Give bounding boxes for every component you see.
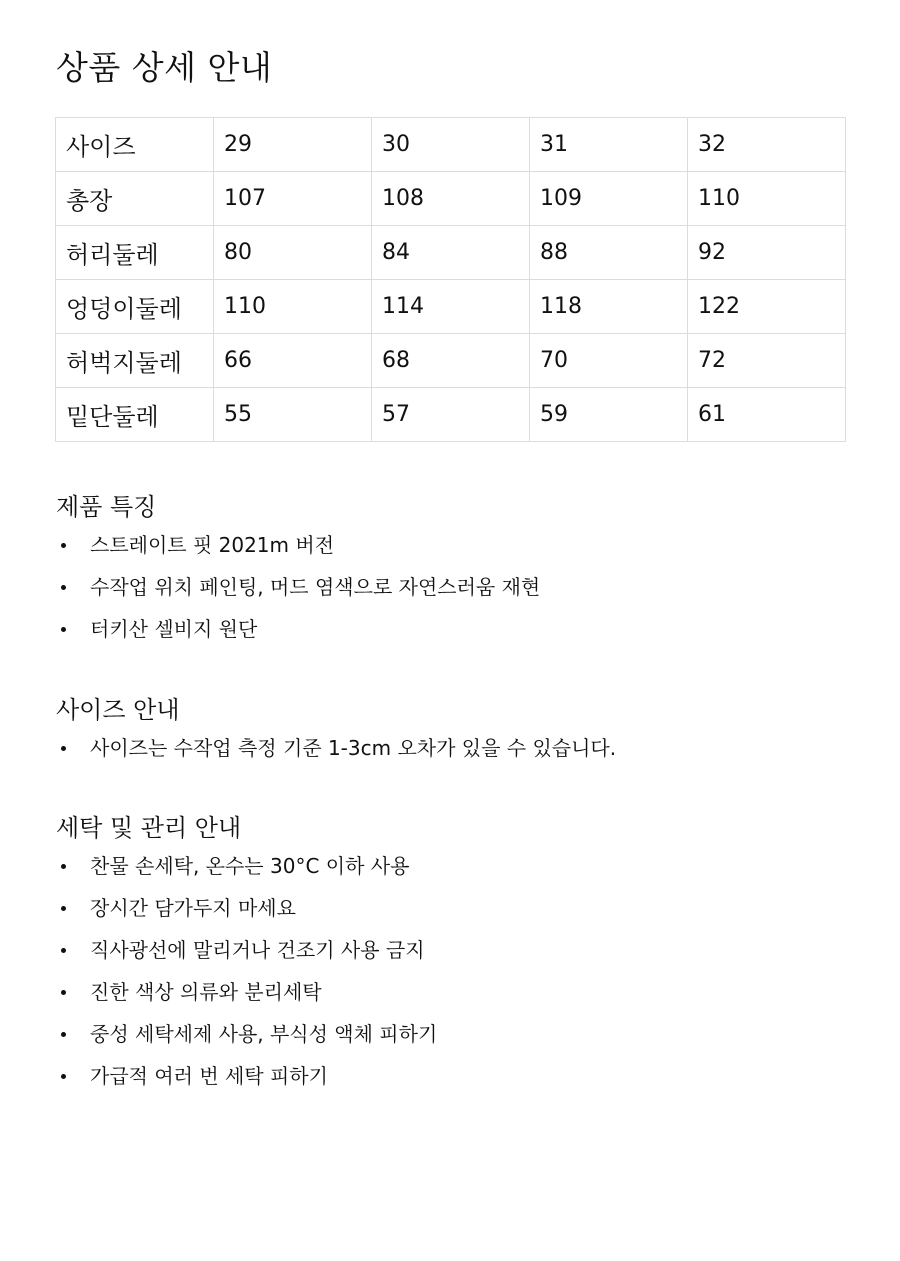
list-item (56, 524, 540, 566)
table-cell: 57 (372, 388, 530, 442)
table-cell: 114 (372, 280, 530, 334)
table-row (56, 334, 846, 388)
features-section (56, 490, 540, 650)
row-label: 허리둘레 (56, 226, 214, 280)
features-list (56, 524, 540, 650)
table-cell: 80 (214, 226, 372, 280)
list-item (56, 929, 437, 971)
table-cell: 55 (214, 388, 372, 442)
bullet-icon (61, 543, 66, 548)
table-cell: 107 (214, 172, 372, 226)
list-item (56, 971, 437, 1013)
size-table (55, 117, 846, 442)
section-title: 사이즈 안내 (56, 696, 180, 724)
bullet-icon (61, 864, 66, 869)
table-cell: 61 (688, 388, 846, 442)
care-section (56, 811, 437, 1097)
bullet-icon (61, 990, 66, 995)
table-cell: 30 (372, 118, 530, 172)
bullet-icon (61, 948, 66, 953)
list-item-text: 찬물 손세탁, 온수는 30°C 이하 사용 (90, 854, 410, 878)
list-item-text: 가급적 여러 번 세탁 피하기 (90, 1064, 328, 1088)
table-cell: 31 (530, 118, 688, 172)
list-item (56, 608, 540, 650)
bullet-icon (61, 746, 66, 751)
row-label: 허벅지둘레 (56, 334, 214, 388)
table-cell: 29 (214, 118, 372, 172)
table-cell: 122 (688, 280, 846, 334)
bullet-icon (61, 906, 66, 911)
row-label: 총장 (56, 172, 214, 226)
row-label: 사이즈 (56, 118, 214, 172)
section-title: 제품 특징 (56, 493, 157, 521)
table-cell: 110 (688, 172, 846, 226)
bullet-icon (61, 585, 66, 590)
list-item (56, 1055, 437, 1097)
page-title: 상품 상세 안내 (56, 48, 273, 87)
table-cell: 68 (372, 334, 530, 388)
table-cell: 72 (688, 334, 846, 388)
table-cell: 70 (530, 334, 688, 388)
list-item (56, 887, 437, 929)
table-cell: 59 (530, 388, 688, 442)
table-row (56, 280, 846, 334)
table-cell: 84 (372, 226, 530, 280)
list-item (56, 845, 437, 887)
list-item-text: 중성 세탁세제 사용, 부식성 액체 피하기 (90, 1022, 438, 1046)
table-cell: 118 (530, 280, 688, 334)
bullet-icon (61, 1032, 66, 1037)
size-guide-list (56, 727, 616, 769)
table-row (56, 172, 846, 226)
care-list (56, 845, 437, 1097)
list-item-text: 스트레이트 핏 2021m 버전 (90, 533, 335, 557)
table-cell: 109 (530, 172, 688, 226)
table-cell: 88 (530, 226, 688, 280)
list-item (56, 1013, 437, 1055)
table-row (56, 118, 846, 172)
list-item-text: 수작업 위치 페인팅, 머드 염색으로 자연스러움 재현 (90, 575, 541, 599)
bullet-icon (61, 627, 66, 632)
row-label: 밑단둘레 (56, 388, 214, 442)
list-item (56, 727, 616, 769)
bullet-icon (61, 1074, 66, 1079)
list-item-text: 진한 색상 의류와 분리세탁 (90, 980, 322, 1004)
list-item-text: 터키산 셀비지 원단 (90, 617, 258, 641)
section-title: 세탁 및 관리 안내 (56, 814, 242, 842)
table-row (56, 388, 846, 442)
list-item (56, 566, 540, 608)
size-guide-section (56, 693, 616, 769)
table-cell: 108 (372, 172, 530, 226)
list-item-text: 직사광선에 말리거나 건조기 사용 금지 (90, 938, 425, 962)
table-cell: 66 (214, 334, 372, 388)
table-cell: 92 (688, 226, 846, 280)
list-item-text: 사이즈는 수작업 측정 기준 1-3cm 오차가 있을 수 있습니다. (90, 736, 617, 760)
row-label: 엉덩이둘레 (56, 280, 214, 334)
table-row (56, 226, 846, 280)
table-cell: 110 (214, 280, 372, 334)
table-cell: 32 (688, 118, 846, 172)
list-item-text: 장시간 담가두지 마세요 (90, 896, 296, 920)
